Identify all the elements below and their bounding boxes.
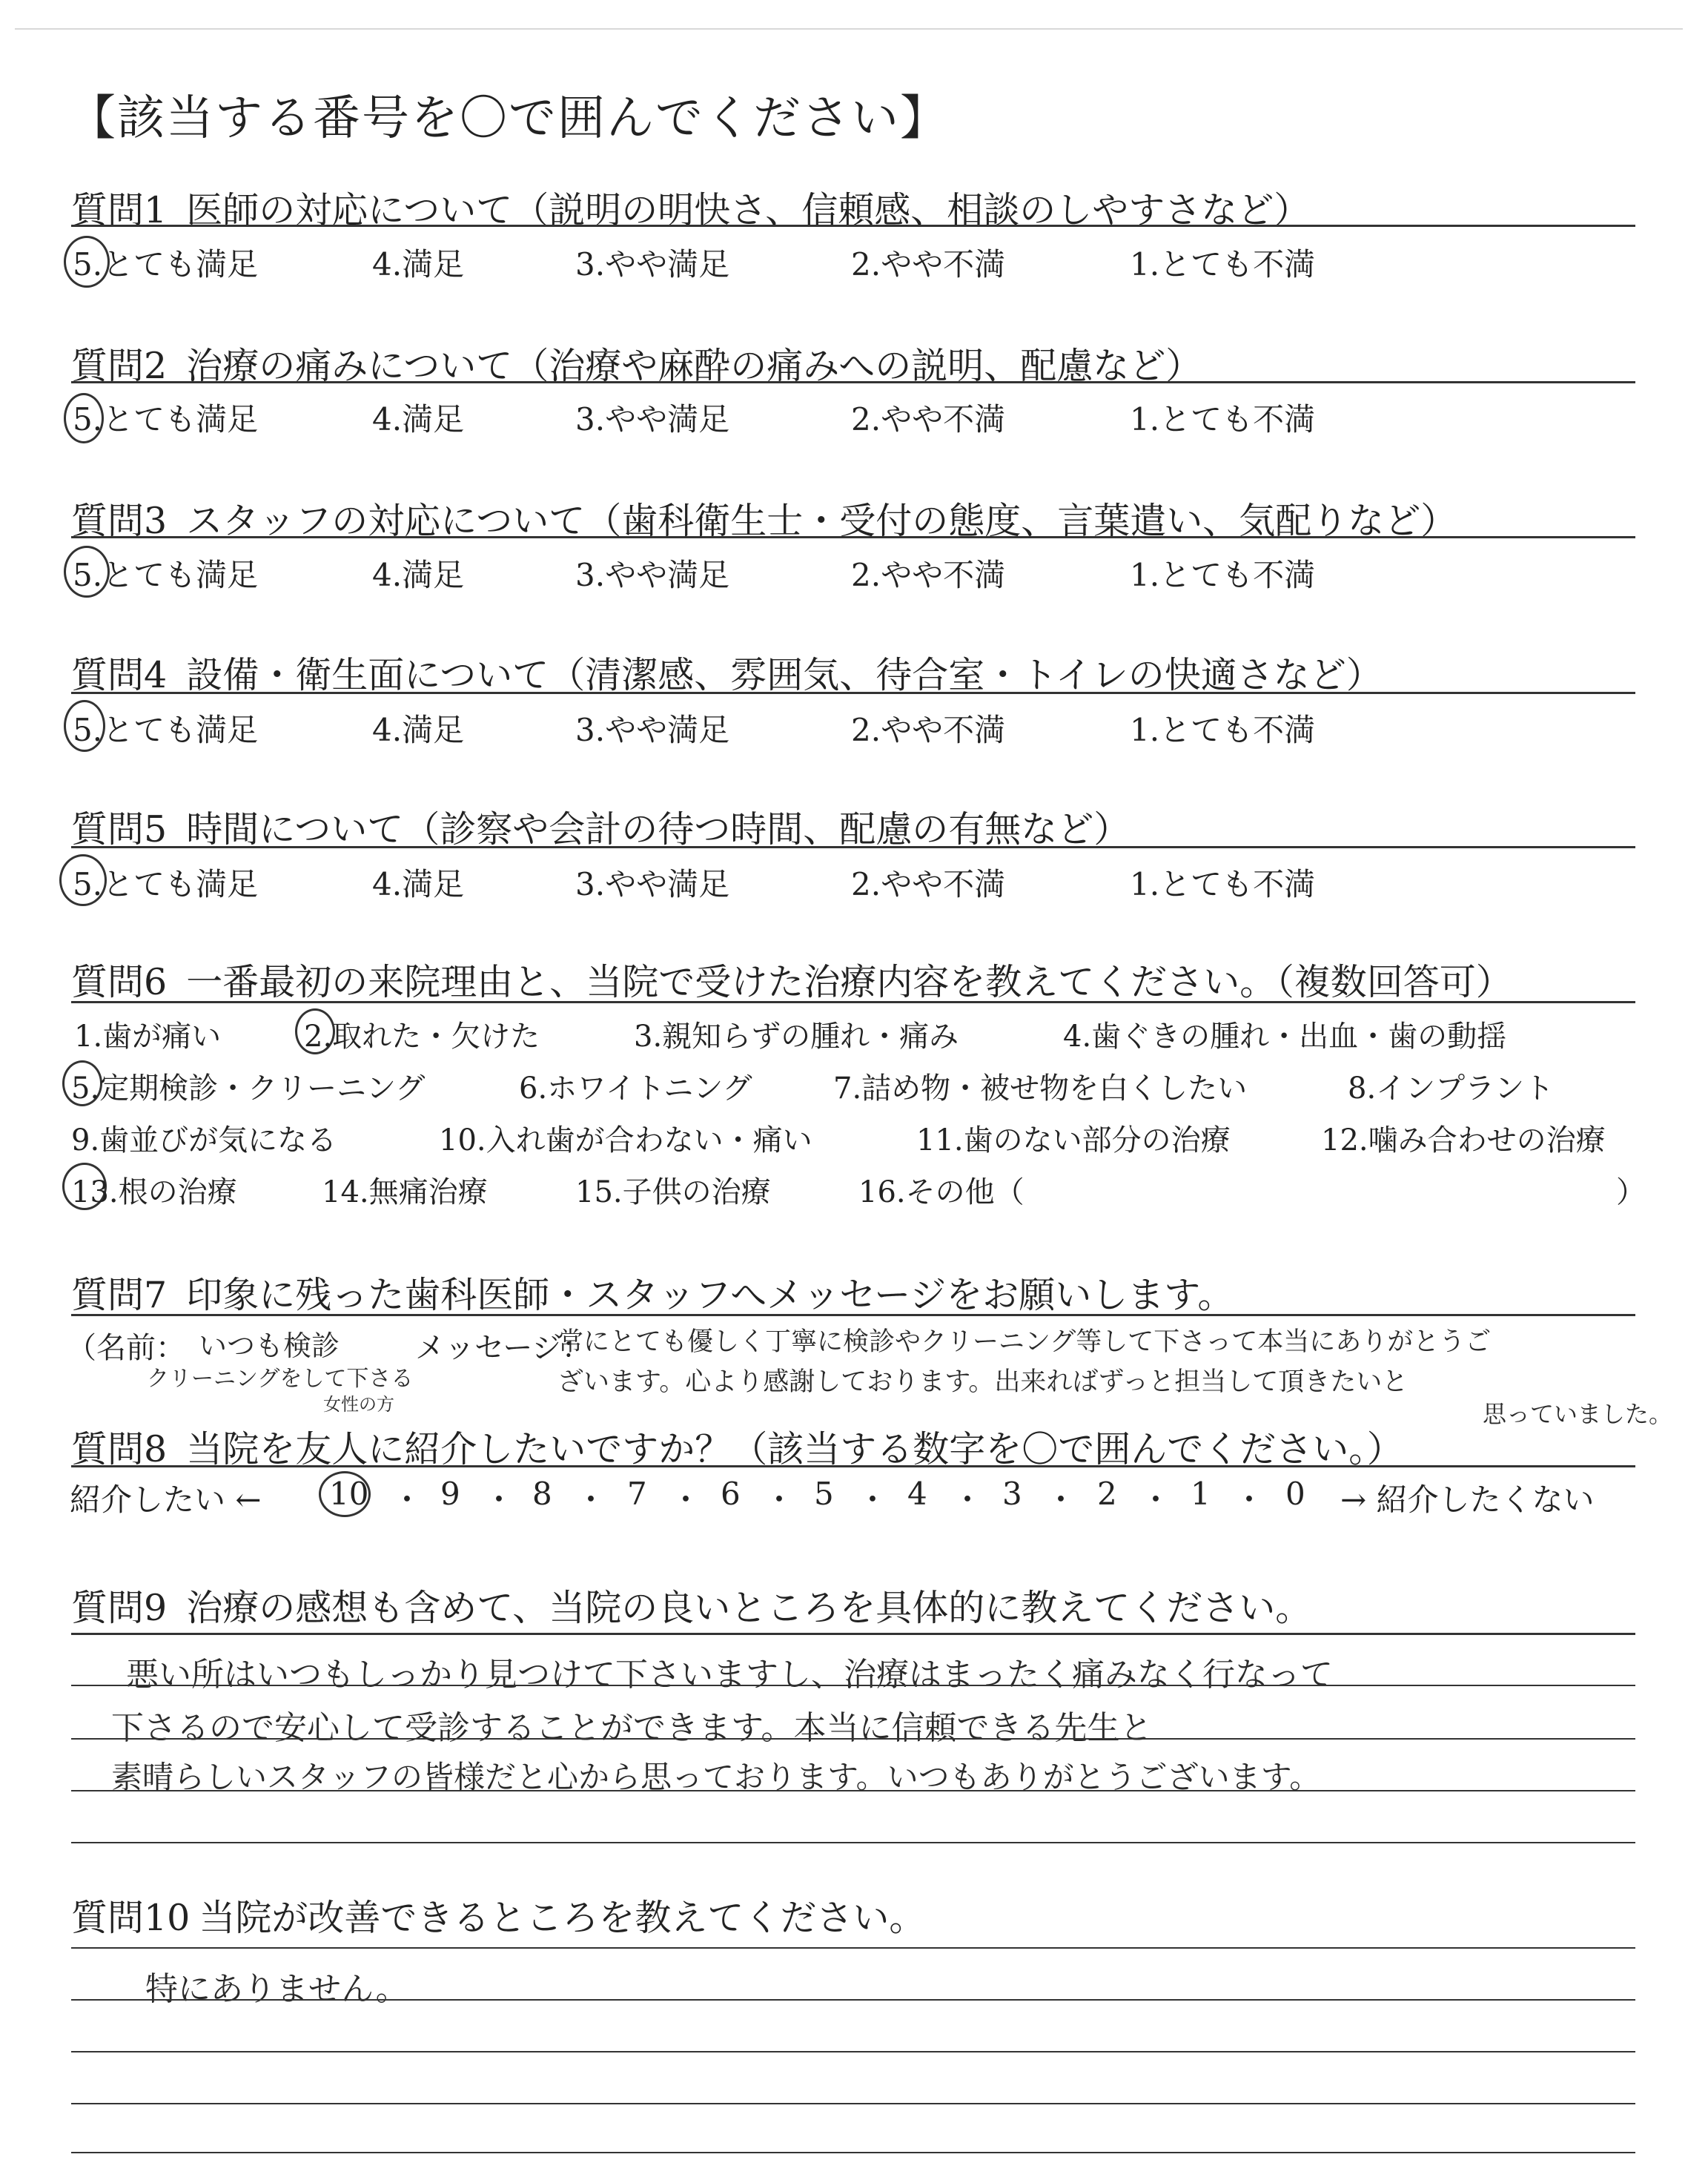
- scale-left-label: 紹介したい ←: [70, 1482, 262, 1518]
- answer-line: [71, 1947, 1635, 1949]
- rating-option-2[interactable]: 2.やや不満: [851, 246, 1006, 283]
- rating-option-5[interactable]: 5.とても満足: [73, 246, 259, 283]
- question-number: 質問2: [71, 345, 168, 387]
- question-rule: [71, 692, 1635, 694]
- reason-option-9[interactable]: 9.歯並びが気になる: [71, 1123, 337, 1157]
- reason-option-12[interactable]: 12.噛み合わせの治療: [1321, 1123, 1606, 1157]
- reason-option-3[interactable]: 3.親知らずの腫れ・痛み: [634, 1020, 959, 1054]
- rating-option-2[interactable]: 2.やや不満: [851, 866, 1006, 902]
- handwritten-name: 女性の方: [323, 1394, 394, 1415]
- answer-line: [71, 2152, 1635, 2153]
- question-rule: [71, 536, 1635, 538]
- question-text: 一番最初の来院理由と、当院で受けた治療内容を教えてください。（複数回答可）: [186, 961, 1512, 1003]
- reason-option-14[interactable]: 14.無痛治療: [322, 1175, 488, 1209]
- question-heading: [71, 1266, 1234, 1318]
- scale-value-2[interactable]: 2: [1097, 1476, 1117, 1512]
- top-border: [15, 28, 1683, 30]
- reason-option-5[interactable]: 5.定期検診・クリーニング: [71, 1071, 426, 1106]
- rating-option-1[interactable]: 1.とても不満: [1130, 557, 1316, 593]
- rating-option-1[interactable]: 1.とても不満: [1130, 401, 1316, 437]
- scale-value-3[interactable]: 3: [1002, 1476, 1022, 1512]
- scale-value-8[interactable]: 8: [532, 1476, 552, 1512]
- question-rule: [71, 1314, 1635, 1316]
- answer-line: [71, 1738, 1635, 1740]
- question-rule: [71, 846, 1635, 848]
- scale-value-5[interactable]: 5: [814, 1476, 834, 1512]
- scale-value-10[interactable]: 10: [329, 1476, 369, 1512]
- question-text: スタッフの対応について（歯科衛生士・受付の態度、言葉遣い、気配りなど）: [186, 500, 1457, 542]
- question-number: 質問6: [71, 961, 168, 1003]
- rating-option-3[interactable]: 3.やや満足: [575, 401, 730, 437]
- handwritten-message: 常にとても優しく丁寧に検診やクリーニング等して下さって本当にありがとうご: [557, 1327, 1492, 1357]
- question-text: 当院が改善できるところを教えてください。: [199, 1897, 926, 1939]
- rating-option-2[interactable]: 2.やや不満: [851, 557, 1006, 593]
- scale-separator: ・: [1234, 1482, 1265, 1518]
- handwritten-message: ざいます。心より感謝しております。出来ればずっと担当して頂きたいと: [557, 1367, 1409, 1397]
- handwritten-name: クリーニングをして下さる: [147, 1366, 414, 1392]
- handwritten-answer-line: 悪い所はいつもしっかり見つけて下さいますし、治療はまったく痛みなく行なって: [126, 1656, 1333, 1694]
- question-text: 当院を友人に紹介したいですか？（該当する数字を〇で囲んでください。）: [186, 1428, 1403, 1470]
- message-label: メッセージ：: [415, 1331, 592, 1365]
- question-heading: [71, 647, 1383, 698]
- scale-value-4[interactable]: 4: [907, 1476, 927, 1512]
- answer-line: [71, 1999, 1635, 2001]
- question-number: 質問9: [71, 1587, 168, 1629]
- reason-option-6[interactable]: 6.ホワイトニング: [519, 1071, 752, 1106]
- reason-option-1[interactable]: 1.歯が痛い: [74, 1020, 222, 1054]
- question-number: 質問7: [71, 1274, 168, 1316]
- answer-line: [71, 2051, 1635, 2052]
- question-number: 質問8: [71, 1428, 168, 1470]
- question-text: 治療の痛みについて（治療や麻酔の痛みへの説明、配慮など）: [186, 345, 1202, 387]
- scale-value-0[interactable]: 0: [1285, 1476, 1305, 1512]
- rating-option-2[interactable]: 2.やや不満: [851, 401, 1006, 437]
- question-rule: [71, 381, 1635, 383]
- rating-option-4[interactable]: 4.満足: [372, 246, 465, 283]
- question-rule: [71, 1465, 1635, 1467]
- rating-option-5[interactable]: 5.とても満足: [73, 866, 259, 902]
- question-text: 時間について（診察や会計の待つ時間、配慮の有無など）: [186, 808, 1131, 851]
- reason-option-2[interactable]: 2.取れた・欠けた: [304, 1020, 540, 1054]
- rating-option-3[interactable]: 3.やや満足: [575, 866, 730, 902]
- scale-value-6[interactable]: 6: [721, 1476, 741, 1512]
- question-heading: [71, 1889, 925, 1941]
- reason-option-7[interactable]: 7.詰め物・被せ物を白くしたい: [833, 1071, 1248, 1106]
- name-label: （名前：: [67, 1331, 185, 1365]
- reason-option-11[interactable]: 11.歯のない部分の治療: [916, 1123, 1231, 1157]
- rating-option-2[interactable]: 2.やや不満: [851, 712, 1006, 748]
- rating-option-1[interactable]: 1.とても不満: [1130, 246, 1316, 283]
- question-number: 質問10: [71, 1897, 191, 1939]
- rating-option-4[interactable]: 4.満足: [372, 712, 465, 748]
- question-text: 治療の感想も含めて、当院の良いところを具体的に教えてください。: [186, 1587, 1312, 1629]
- rating-option-5[interactable]: 5.とても満足: [73, 557, 259, 593]
- answer-line: [71, 1790, 1635, 1791]
- scale-separator: ・: [857, 1482, 889, 1518]
- question-text: 医師の対応について（説明の明快さ、信頼感、相談のしやすさなど）: [186, 189, 1311, 231]
- handwritten-answer-line: 特にありません。: [145, 1970, 408, 2008]
- scale-separator: ・: [670, 1482, 702, 1518]
- rating-option-4[interactable]: 4.満足: [372, 401, 465, 437]
- question-heading: [71, 1579, 1311, 1631]
- scale-separator: ・: [391, 1482, 423, 1518]
- scale-separator: ・: [1045, 1482, 1077, 1518]
- reason-option-4[interactable]: 4.歯ぐきの腫れ・出血・歯の動揺: [1063, 1020, 1507, 1054]
- rating-option-3[interactable]: 3.やや満足: [575, 712, 730, 748]
- scale-value-9[interactable]: 9: [440, 1476, 460, 1512]
- question-number: 質問1: [71, 189, 168, 231]
- rating-option-3[interactable]: 3.やや満足: [575, 246, 730, 283]
- question-rule: [71, 225, 1635, 227]
- question-text: 設備・衛生面について（清潔感、雰囲気、待合室・トイレの快適さなど）: [186, 654, 1383, 696]
- handwritten-name: いつも検診: [199, 1330, 340, 1362]
- page-title: 【該当する番号を〇で囲んでください】: [68, 91, 949, 146]
- scale-value-1[interactable]: 1: [1191, 1476, 1211, 1512]
- handwritten-answer-line: 素晴らしいスタッフの皆様だと心から思っております。いつもありがとうございます。: [111, 1759, 1321, 1795]
- reason-option-10[interactable]: 10.入れ歯が合わない・痛い: [439, 1123, 812, 1157]
- answer-line: [71, 2103, 1635, 2104]
- question-number: 質問5: [71, 808, 168, 851]
- question-number: 質問3: [71, 500, 168, 542]
- rating-option-5[interactable]: 5.とても満足: [73, 401, 259, 437]
- scale-separator: ・: [483, 1482, 515, 1518]
- handwritten-answer-line: 下さるので安心して受診することができます。本当に信頼できる先生と: [111, 1709, 1153, 1747]
- question-heading: [71, 954, 1512, 1005]
- rating-option-4[interactable]: 4.満足: [372, 866, 465, 902]
- answer-line: [71, 1842, 1635, 1843]
- reason-option-8[interactable]: 8.インプラント: [1348, 1071, 1555, 1106]
- scale-separator: ・: [575, 1482, 607, 1518]
- question-heading: [71, 801, 1130, 853]
- answer-line: [71, 1685, 1635, 1686]
- scale-value-7[interactable]: 7: [627, 1476, 647, 1512]
- reason-option-15[interactable]: 15.子供の治療: [575, 1175, 771, 1209]
- question-rule: [71, 1001, 1635, 1003]
- rating-option-1[interactable]: 1.とても不満: [1130, 866, 1316, 902]
- scale-separator: ・: [952, 1482, 984, 1518]
- handwritten-message: 思っていました。: [1483, 1400, 1673, 1428]
- question-number: 質問4: [71, 654, 168, 696]
- rating-option-3[interactable]: 3.やや満足: [575, 557, 730, 593]
- other-close-paren: ）: [1616, 1175, 1646, 1209]
- scale-separator: ・: [764, 1482, 795, 1518]
- question-text: 印象に残った歯科医師・スタッフへメッセージをお願いします。: [186, 1274, 1234, 1316]
- scale-right-label: → 紹介したくない: [1340, 1482, 1595, 1518]
- reason-option-16[interactable]: 16.その他（: [858, 1175, 1025, 1209]
- rating-option-5[interactable]: 5.とても満足: [73, 712, 259, 748]
- scale-separator: ・: [1140, 1482, 1172, 1518]
- rating-option-4[interactable]: 4.満足: [372, 557, 465, 593]
- reason-option-13[interactable]: 13.根の治療: [71, 1175, 237, 1209]
- answer-line: [71, 1633, 1635, 1635]
- rating-option-1[interactable]: 1.とても不満: [1130, 712, 1316, 748]
